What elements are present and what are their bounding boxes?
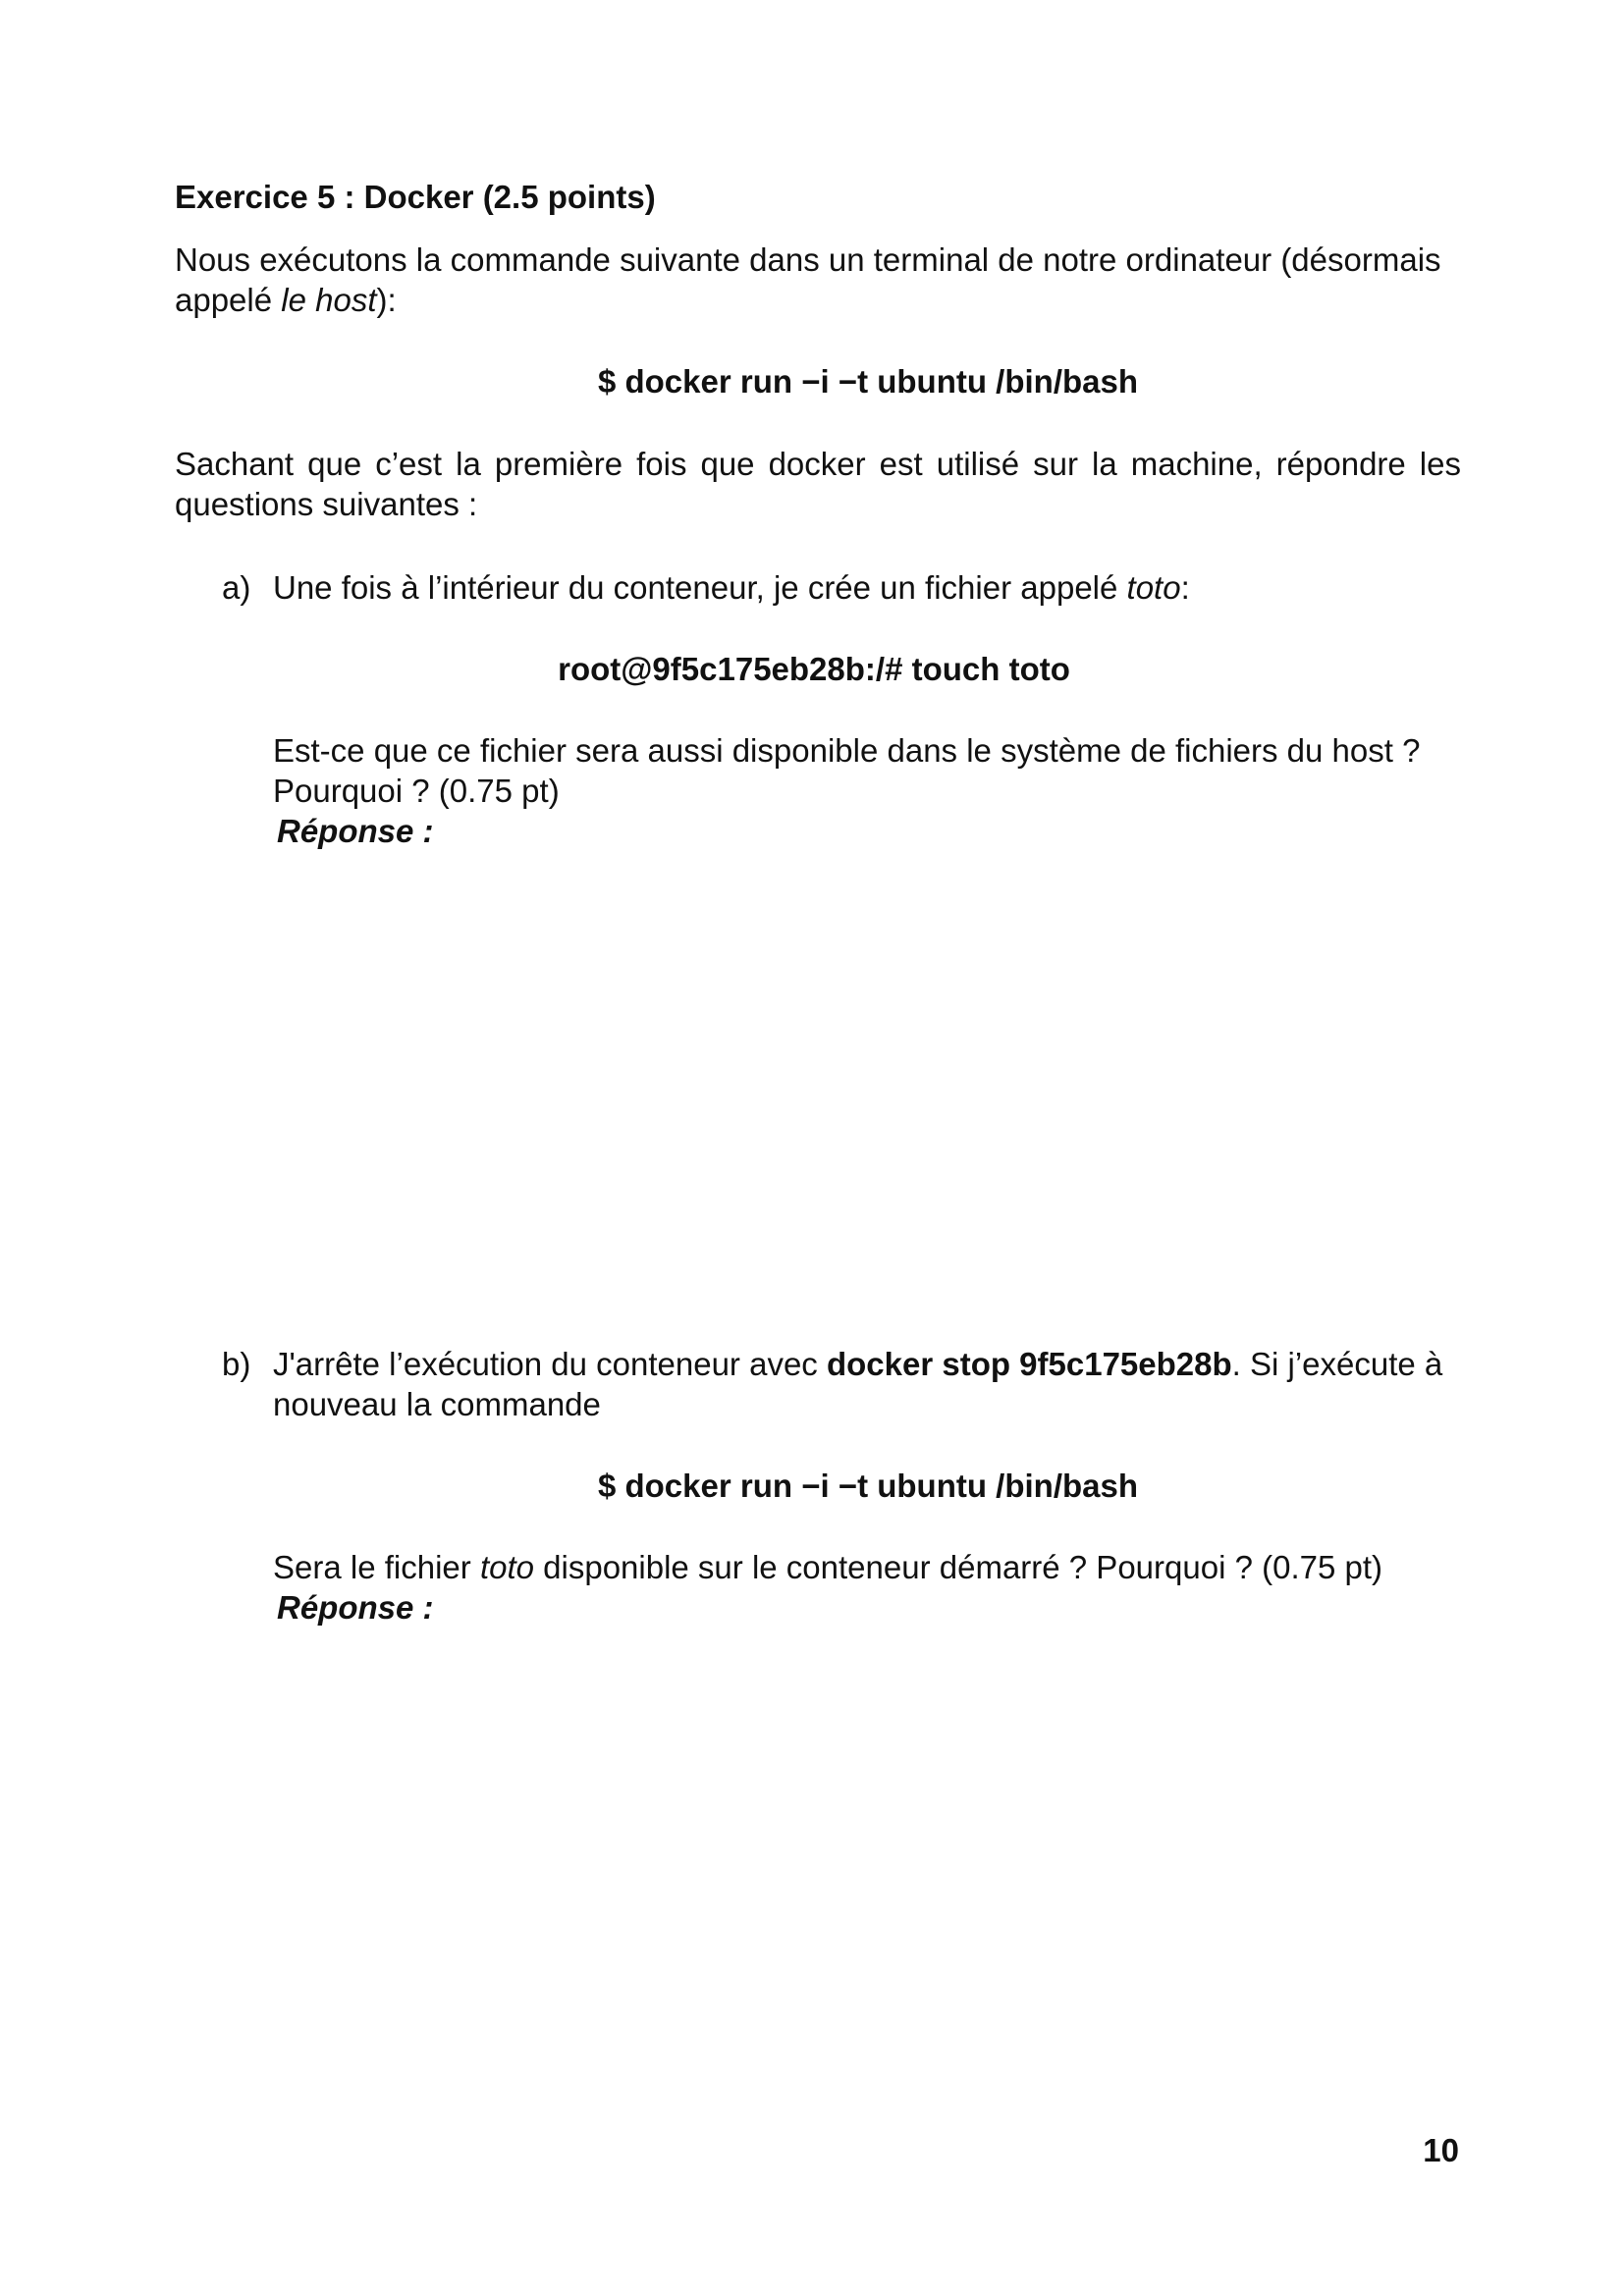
question-b-filename: toto — [479, 1549, 534, 1585]
question-b-prompt-start: Sera le fichier — [273, 1549, 480, 1585]
exercise-intro — [175, 240, 1461, 320]
question-b-prompt — [273, 1547, 1463, 1587]
question-b-text-end: . Si j’exécute à nouveau la commande — [273, 1346, 1443, 1422]
docker-run-command: $ docker run −i −t ubuntu /bin/bash — [597, 363, 1139, 400]
intro-end: ): — [376, 282, 397, 318]
question-b-text-start: J'arrête l’exécution du conteneur avec — [273, 1346, 827, 1382]
exercise-context: Sachant que c’est la première fois que docker est utilisé sur la machine, répondre les questions suivantes : — [175, 446, 1461, 522]
question-b-label: b) — [222, 1346, 251, 1382]
question-b-stop-command: docker stop 9f5c175eb28b — [826, 1346, 1232, 1382]
question-a-answer-label: Réponse : — [277, 813, 434, 849]
touch-command: root@9f5c175eb28b:/# touch toto — [558, 651, 1070, 687]
exercise-title: Exercice 5 : Docker (2.5 points) — [175, 179, 656, 215]
question-a-label: a) — [222, 569, 251, 606]
question-a-prompt: Est-ce que ce fichier sera aussi disponible dans le système de fichiers du host ? Pourquoi ? (0.75 pt) — [273, 732, 1421, 809]
question-a-text — [273, 567, 1463, 608]
question-a-text-start: Une fois à l’intérieur du conteneur, je crée un fichier appelé — [273, 569, 1127, 606]
question-a-filename: toto — [1126, 569, 1181, 606]
intro-host-term: le host — [281, 282, 377, 318]
question-a-text-end: : — [1180, 569, 1190, 606]
intro-text: Nous exécutons la commande suivante dans un terminal de notre ordinateur (désormais appelé — [175, 241, 1441, 318]
question-b-text — [273, 1344, 1463, 1424]
question-b-prompt-end: disponible sur le conteneur démarré ? Pourquoi ? (0.75 pt) — [533, 1549, 1382, 1585]
question-b-answer-label: Réponse : — [277, 1589, 434, 1626]
docker-run-command-repeat: $ docker run −i −t ubuntu /bin/bash — [597, 1468, 1139, 1504]
page-number: 10 — [1423, 2132, 1459, 2168]
